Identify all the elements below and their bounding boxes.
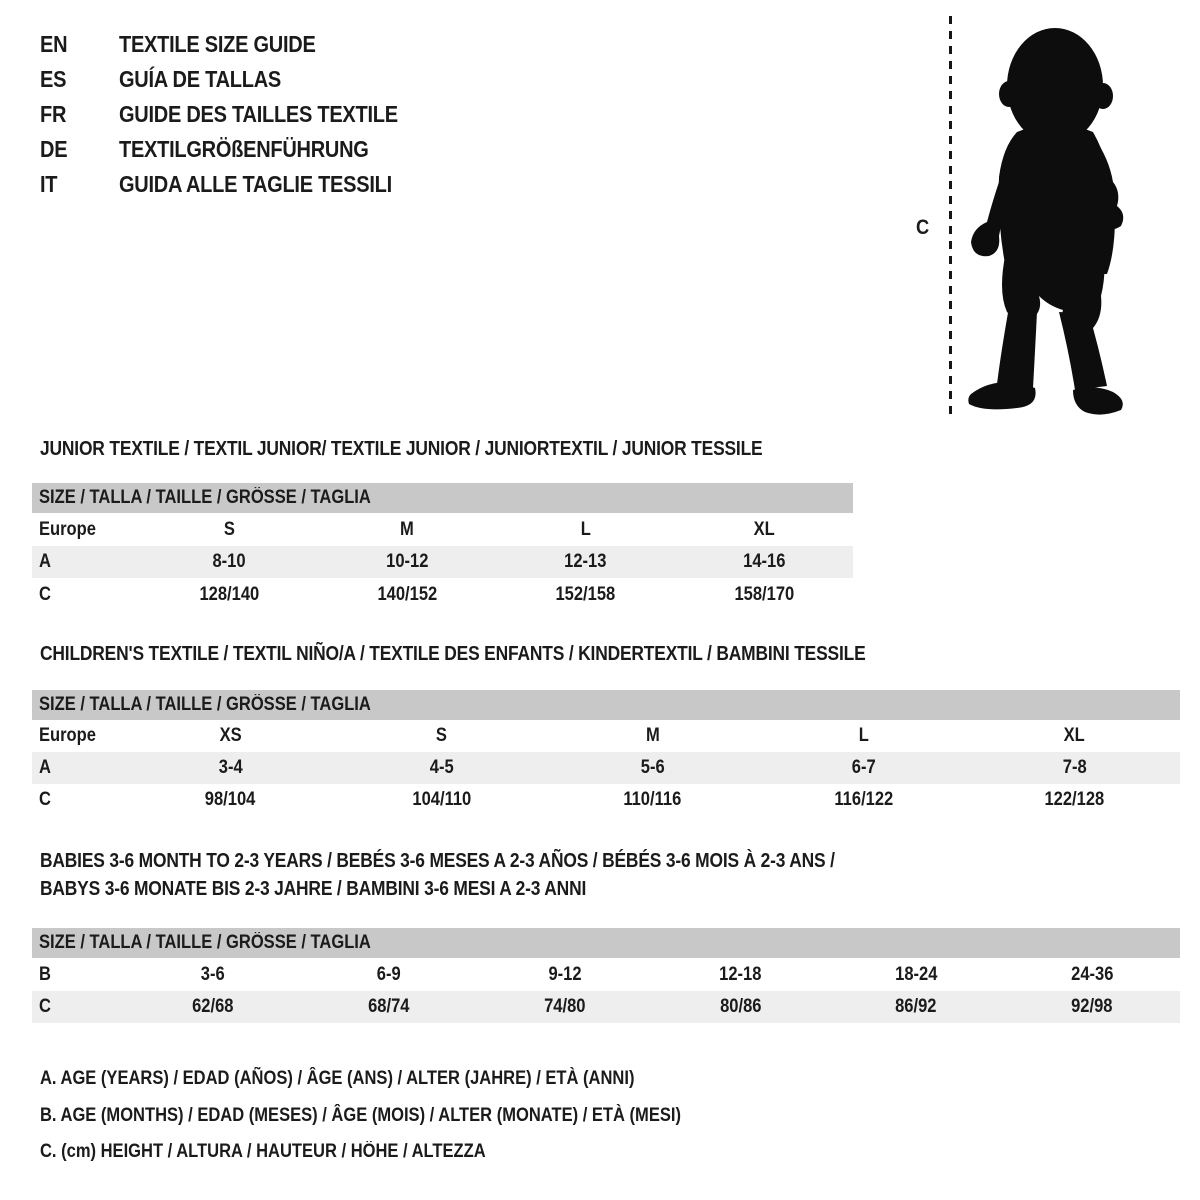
size-header-bar: SIZE / TALLA / TAILLE / GRÖSSE / TAGLIA <box>32 690 1180 720</box>
table-row <box>32 720 1180 752</box>
language-title: GUÍA DE TALLAS <box>119 66 281 92</box>
legend-line-a: A. AGE (YEARS) / EDAD (AÑOS) / ÂGE (ANS) / ALTER (JAHRE) / ETÀ (ANNI) <box>40 1068 635 1089</box>
table-cell: 98/104 <box>205 789 256 810</box>
table-cell: XL <box>753 518 775 540</box>
height-measure-label: C <box>915 216 930 239</box>
language-code: ES <box>40 66 67 92</box>
legend-line-c: C. (cm) HEIGHT / ALTURA / HAUTEUR / HÖHE / ALTEZZA <box>40 1141 486 1162</box>
table-cell: 110/116 <box>623 789 682 810</box>
table-cell: 14-16 <box>742 551 786 572</box>
table-cell: 116/122 <box>834 789 893 810</box>
section-title-line2: BABYS 3-6 MONATE BIS 2-3 JAHRE / BAMBINI 3-6 MESI A 2-3 ANNI <box>40 878 587 900</box>
table-row <box>32 546 853 578</box>
table-row <box>32 991 1180 1023</box>
row-label: C <box>39 996 51 1017</box>
table-cell: 92/98 <box>1071 996 1113 1017</box>
table-cell: 8-10 <box>212 551 246 572</box>
table-row <box>32 578 853 611</box>
table-cell: 80/86 <box>719 996 762 1017</box>
language-code: DE <box>40 136 68 162</box>
language-title: GUIDA ALLE TAGLIE TESSILI <box>119 171 392 197</box>
table-cell: 6-7 <box>851 757 876 778</box>
table-cell: 5-6 <box>640 757 665 778</box>
language-title: TEXTILGRÖßENFÜHRUNG <box>119 136 369 162</box>
table-cell: XL <box>1063 725 1086 746</box>
row-label: Europe <box>39 518 96 540</box>
row-label: Europe <box>39 725 96 746</box>
table-cell: M <box>400 518 415 540</box>
table-cell: 122/128 <box>1044 789 1105 810</box>
table-cell: 74/80 <box>543 996 586 1017</box>
table-row <box>32 752 1180 784</box>
language-code: EN <box>40 31 68 57</box>
table-cell: 152/158 <box>555 583 616 605</box>
row-label: B <box>39 963 51 985</box>
table-cell: 3-4 <box>218 757 243 778</box>
row-label: A <box>39 551 51 572</box>
table-cell: M <box>645 725 660 746</box>
table-row <box>32 958 1180 991</box>
table-cell: 12-18 <box>719 963 762 985</box>
table-cell: 12-13 <box>564 551 607 572</box>
table-cell: 158/170 <box>733 583 794 605</box>
table-cell: 9-12 <box>548 963 582 985</box>
table-cell: XS <box>219 725 242 746</box>
row-label: A <box>39 757 51 778</box>
table-cell: 140/152 <box>377 583 438 605</box>
language-code: IT <box>40 171 58 197</box>
table-cell: 86/92 <box>895 996 937 1017</box>
language-title: GUIDE DES TAILLES TEXTILE <box>119 101 398 127</box>
table-row <box>32 513 853 546</box>
legend-line-b: B. AGE (MONTHS) / EDAD (MESES) / ÂGE (MOIS) / ALTER (MONATE) / ETÀ (MESI) <box>40 1105 681 1126</box>
row-label: C <box>39 583 51 605</box>
baby-silhouette-icon <box>955 12 1145 420</box>
table-cell: 4-5 <box>429 757 454 778</box>
table-cell: L <box>580 518 591 540</box>
table-cell: 7-8 <box>1062 757 1087 778</box>
size-header-bar: SIZE / TALLA / TAILLE / GRÖSSE / TAGLIA <box>32 928 1180 958</box>
table-cell: S <box>223 518 235 540</box>
table-cell: 62/68 <box>192 996 234 1017</box>
section-title: JUNIOR TEXTILE / TEXTIL JUNIOR/ TEXTILE JUNIOR / JUNIORTEXTIL / JUNIOR TESSILE <box>40 438 763 460</box>
table-cell: L <box>858 725 869 746</box>
table-cell: S <box>435 725 448 746</box>
table-cell: 104/110 <box>412 789 471 810</box>
row-label: C <box>39 789 51 810</box>
table-cell: 6-9 <box>376 963 401 985</box>
section-title: CHILDREN'S TEXTILE / TEXTIL NIÑO/A / TEXTILE DES ENFANTS / KINDERTEXTIL / BAMBINI TESSILE <box>40 643 866 665</box>
table-cell: 18-24 <box>895 963 938 985</box>
table-cell: 24-36 <box>1070 963 1114 985</box>
language-title: TEXTILE SIZE GUIDE <box>119 31 316 57</box>
size-header-bar: SIZE / TALLA / TAILLE / GRÖSSE / TAGLIA <box>32 483 853 513</box>
language-code: FR <box>40 101 67 127</box>
table-cell: 68/74 <box>368 996 410 1017</box>
table-row <box>32 784 1180 816</box>
table-cell: 3-6 <box>200 963 225 985</box>
table-cell: 128/140 <box>199 583 260 605</box>
section-title-line1: BABIES 3-6 MONTH TO 2-3 YEARS / BEBÉS 3-6 MESES A 2-3 AÑOS / BÉBÉS 3-6 MOIS À 2-3 ANS / <box>40 850 835 872</box>
height-dashed-line <box>949 16 952 416</box>
table-cell: 10-12 <box>386 551 429 572</box>
